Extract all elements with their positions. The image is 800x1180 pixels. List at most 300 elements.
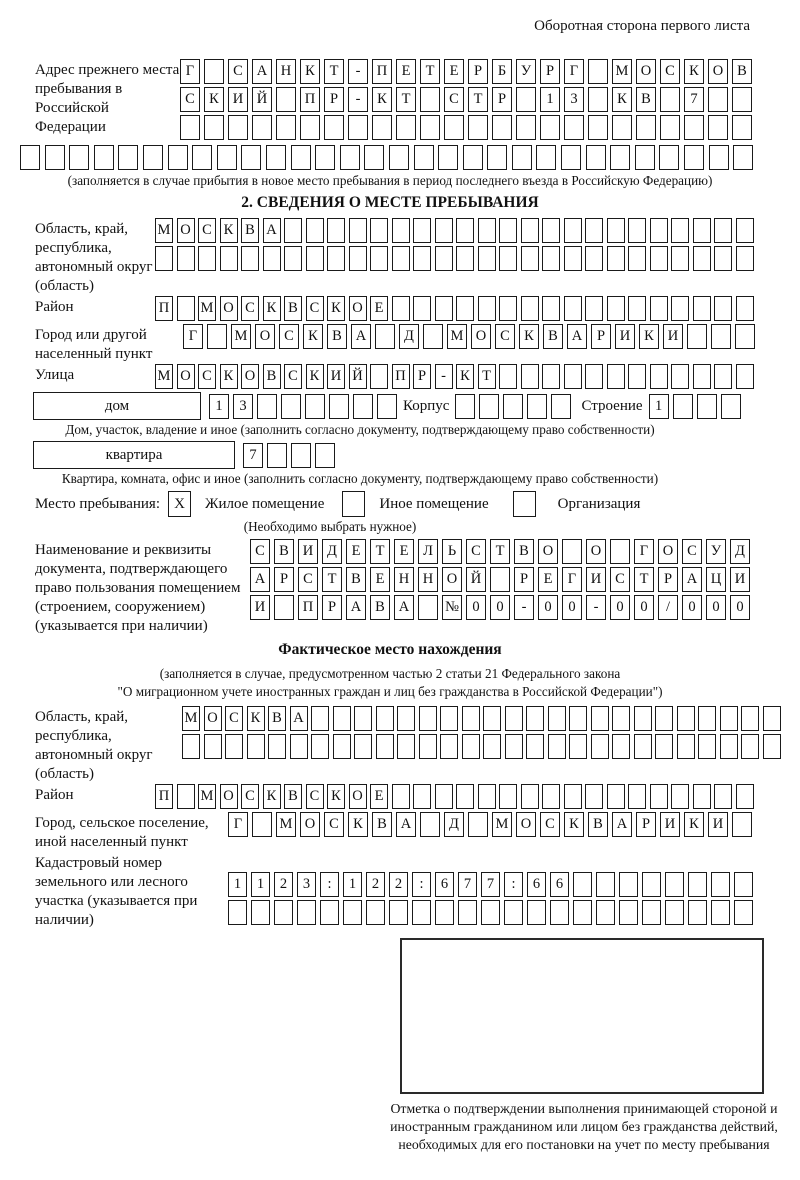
char-cell[interactable]: [585, 246, 603, 271]
char-cell[interactable]: С: [198, 364, 216, 389]
char-cell[interactable]: [610, 539, 630, 564]
char-cell[interactable]: [714, 246, 732, 271]
char-cell[interactable]: Е: [538, 567, 558, 592]
char-cell[interactable]: Е: [370, 784, 388, 809]
char-cell[interactable]: [688, 900, 707, 925]
char-cell[interactable]: Н: [276, 59, 296, 84]
char-cell[interactable]: В: [268, 706, 286, 731]
char-cell[interactable]: [267, 443, 287, 468]
char-cell[interactable]: [612, 115, 632, 140]
char-cell[interactable]: Р: [413, 364, 431, 389]
char-cell[interactable]: [677, 734, 695, 759]
char-cell[interactable]: В: [346, 567, 366, 592]
char-cell[interactable]: [763, 734, 781, 759]
char-cell[interactable]: В: [732, 59, 752, 84]
char-cell[interactable]: [693, 364, 711, 389]
char-cell[interactable]: [521, 296, 539, 321]
char-cell[interactable]: [516, 115, 536, 140]
char-cell[interactable]: [440, 734, 458, 759]
char-cell[interactable]: [413, 296, 431, 321]
char-cell[interactable]: С: [324, 812, 344, 837]
char-cell[interactable]: [353, 394, 373, 419]
char-cell[interactable]: [456, 218, 474, 243]
char-cell[interactable]: [290, 734, 308, 759]
char-cell[interactable]: В: [588, 812, 608, 837]
char-cell[interactable]: [420, 115, 440, 140]
char-cell[interactable]: [551, 394, 571, 419]
char-cell[interactable]: [155, 246, 173, 271]
char-cell[interactable]: С: [298, 567, 318, 592]
char-cell[interactable]: С: [660, 59, 680, 84]
char-cell[interactable]: [418, 595, 438, 620]
char-cell[interactable]: [677, 706, 695, 731]
char-cell[interactable]: [673, 394, 693, 419]
char-cell[interactable]: [435, 296, 453, 321]
char-cell[interactable]: [462, 706, 480, 731]
char-cell[interactable]: [333, 734, 351, 759]
char-cell[interactable]: В: [327, 324, 347, 349]
char-cell[interactable]: [732, 812, 752, 837]
char-cell[interactable]: [478, 784, 496, 809]
char-cell[interactable]: [542, 364, 560, 389]
char-cell[interactable]: [397, 706, 415, 731]
char-cell[interactable]: [499, 246, 517, 271]
char-cell[interactable]: [392, 246, 410, 271]
char-cell[interactable]: О: [349, 784, 367, 809]
char-cell[interactable]: [94, 145, 114, 170]
char-cell[interactable]: 0: [706, 595, 726, 620]
char-cell[interactable]: [389, 145, 409, 170]
char-cell[interactable]: О: [471, 324, 491, 349]
char-cell[interactable]: Е: [346, 539, 366, 564]
char-cell[interactable]: -: [348, 59, 368, 84]
char-cell[interactable]: [198, 246, 216, 271]
char-cell[interactable]: [540, 115, 560, 140]
char-cell[interactable]: [333, 706, 351, 731]
char-cell[interactable]: [420, 812, 440, 837]
char-cell[interactable]: [650, 218, 668, 243]
char-cell[interactable]: [228, 900, 247, 925]
char-cell[interactable]: [263, 246, 281, 271]
char-cell[interactable]: [550, 900, 569, 925]
char-cell[interactable]: -: [514, 595, 534, 620]
char-cell[interactable]: Г: [564, 59, 584, 84]
char-cell[interactable]: [741, 734, 759, 759]
char-cell[interactable]: [281, 394, 301, 419]
char-cell[interactable]: [521, 364, 539, 389]
char-cell[interactable]: К: [612, 87, 632, 112]
char-cell[interactable]: Р: [324, 87, 344, 112]
char-cell[interactable]: [684, 115, 704, 140]
char-cell[interactable]: [741, 706, 759, 731]
char-cell[interactable]: С: [306, 784, 324, 809]
char-cell[interactable]: [619, 872, 638, 897]
char-cell[interactable]: [315, 145, 335, 170]
char-cell[interactable]: [118, 145, 138, 170]
char-cell[interactable]: [274, 900, 293, 925]
char-cell[interactable]: М: [198, 784, 216, 809]
char-cell[interactable]: Т: [478, 364, 496, 389]
char-cell[interactable]: С: [540, 812, 560, 837]
char-cell[interactable]: М: [198, 296, 216, 321]
char-cell[interactable]: Г: [634, 539, 654, 564]
char-cell[interactable]: А: [394, 595, 414, 620]
char-cell[interactable]: [564, 364, 582, 389]
char-cell[interactable]: [736, 218, 754, 243]
char-cell[interactable]: [516, 87, 536, 112]
char-cell[interactable]: [228, 115, 248, 140]
char-cell[interactable]: [503, 394, 523, 419]
char-cell[interactable]: Р: [322, 595, 342, 620]
char-cell[interactable]: [714, 296, 732, 321]
char-cell[interactable]: 1: [228, 872, 247, 897]
char-cell[interactable]: М: [447, 324, 467, 349]
char-cell[interactable]: [276, 87, 296, 112]
char-cell[interactable]: [492, 115, 512, 140]
char-cell[interactable]: [69, 145, 89, 170]
char-cell[interactable]: [354, 706, 372, 731]
char-cell[interactable]: [349, 246, 367, 271]
char-cell[interactable]: -: [435, 364, 453, 389]
char-cell[interactable]: 3: [233, 394, 253, 419]
char-cell[interactable]: [306, 218, 324, 243]
char-cell[interactable]: [291, 443, 311, 468]
char-cell[interactable]: С: [180, 87, 200, 112]
char-cell[interactable]: Й: [252, 87, 272, 112]
char-cell[interactable]: [542, 784, 560, 809]
char-cell[interactable]: [478, 246, 496, 271]
char-cell[interactable]: [607, 246, 625, 271]
char-cell[interactable]: [389, 900, 408, 925]
char-cell[interactable]: [483, 734, 501, 759]
char-cell[interactable]: [564, 218, 582, 243]
char-cell[interactable]: И: [708, 812, 728, 837]
char-cell[interactable]: [499, 364, 517, 389]
char-cell[interactable]: [456, 296, 474, 321]
char-cell[interactable]: [490, 567, 510, 592]
char-cell[interactable]: К: [303, 324, 323, 349]
char-cell[interactable]: [207, 324, 227, 349]
char-cell[interactable]: [526, 706, 544, 731]
char-cell[interactable]: [564, 246, 582, 271]
char-cell[interactable]: [478, 296, 496, 321]
checkbox-organization[interactable]: [513, 491, 536, 517]
char-cell[interactable]: Т: [468, 87, 488, 112]
char-cell[interactable]: [714, 364, 732, 389]
char-cell[interactable]: [483, 706, 501, 731]
char-cell[interactable]: К: [348, 812, 368, 837]
char-cell[interactable]: [527, 394, 547, 419]
char-cell[interactable]: К: [564, 812, 584, 837]
char-cell[interactable]: О: [658, 539, 678, 564]
char-cell[interactable]: [444, 115, 464, 140]
char-cell[interactable]: [642, 872, 661, 897]
char-cell[interactable]: [708, 115, 728, 140]
char-cell[interactable]: [392, 218, 410, 243]
char-cell[interactable]: [650, 364, 668, 389]
char-cell[interactable]: [688, 872, 707, 897]
char-cell[interactable]: В: [263, 364, 281, 389]
char-cell[interactable]: [542, 296, 560, 321]
char-cell[interactable]: [354, 734, 372, 759]
char-cell[interactable]: [671, 246, 689, 271]
char-cell[interactable]: [420, 87, 440, 112]
char-cell[interactable]: [736, 296, 754, 321]
char-cell[interactable]: [241, 246, 259, 271]
char-cell[interactable]: С: [198, 218, 216, 243]
char-cell[interactable]: Г: [562, 567, 582, 592]
char-cell[interactable]: М: [492, 812, 512, 837]
char-cell[interactable]: А: [346, 595, 366, 620]
char-cell[interactable]: [660, 87, 680, 112]
char-cell[interactable]: [573, 872, 592, 897]
char-cell[interactable]: [220, 246, 238, 271]
char-cell[interactable]: [377, 394, 397, 419]
char-cell[interactable]: [372, 115, 392, 140]
char-cell[interactable]: [628, 364, 646, 389]
char-cell[interactable]: [561, 145, 581, 170]
char-cell[interactable]: [505, 734, 523, 759]
char-cell[interactable]: Т: [370, 539, 390, 564]
char-cell[interactable]: 0: [490, 595, 510, 620]
char-cell[interactable]: К: [306, 364, 324, 389]
char-cell[interactable]: И: [586, 567, 606, 592]
char-cell[interactable]: [635, 145, 655, 170]
char-cell[interactable]: К: [220, 218, 238, 243]
char-cell[interactable]: [526, 734, 544, 759]
char-cell[interactable]: 0: [634, 595, 654, 620]
char-cell[interactable]: 2: [389, 872, 408, 897]
char-cell[interactable]: М: [231, 324, 251, 349]
char-cell[interactable]: 2: [274, 872, 293, 897]
char-cell[interactable]: [456, 246, 474, 271]
char-cell[interactable]: [45, 145, 65, 170]
char-cell[interactable]: В: [370, 595, 390, 620]
char-cell[interactable]: Н: [394, 567, 414, 592]
house-type-box[interactable]: дом: [33, 392, 201, 420]
char-cell[interactable]: [276, 115, 296, 140]
char-cell[interactable]: О: [636, 59, 656, 84]
char-cell[interactable]: Е: [396, 59, 416, 84]
char-cell[interactable]: [634, 706, 652, 731]
char-cell[interactable]: №: [442, 595, 462, 620]
char-cell[interactable]: [612, 734, 630, 759]
char-cell[interactable]: [642, 900, 661, 925]
char-cell[interactable]: [392, 784, 410, 809]
char-cell[interactable]: В: [514, 539, 534, 564]
char-cell[interactable]: [266, 145, 286, 170]
char-cell[interactable]: [396, 115, 416, 140]
char-cell[interactable]: 6: [550, 872, 569, 897]
char-cell[interactable]: И: [663, 324, 683, 349]
char-cell[interactable]: [736, 784, 754, 809]
char-cell[interactable]: [512, 145, 532, 170]
char-cell[interactable]: [487, 145, 507, 170]
char-cell[interactable]: И: [228, 87, 248, 112]
char-cell[interactable]: [569, 734, 587, 759]
char-cell[interactable]: Й: [466, 567, 486, 592]
char-cell[interactable]: [588, 87, 608, 112]
char-cell[interactable]: [521, 784, 539, 809]
char-cell[interactable]: К: [300, 59, 320, 84]
apartment-type-box[interactable]: квартира: [33, 441, 235, 469]
char-cell[interactable]: [291, 145, 311, 170]
char-cell[interactable]: [468, 115, 488, 140]
char-cell[interactable]: А: [396, 812, 416, 837]
char-cell[interactable]: [734, 872, 753, 897]
char-cell[interactable]: И: [250, 595, 270, 620]
char-cell[interactable]: К: [263, 296, 281, 321]
char-cell[interactable]: 1: [649, 394, 669, 419]
char-cell[interactable]: 7: [684, 87, 704, 112]
char-cell[interactable]: С: [466, 539, 486, 564]
char-cell[interactable]: [733, 145, 753, 170]
char-cell[interactable]: 6: [527, 872, 546, 897]
char-cell[interactable]: [548, 706, 566, 731]
char-cell[interactable]: [735, 324, 755, 349]
char-cell[interactable]: [588, 115, 608, 140]
char-cell[interactable]: Е: [394, 539, 414, 564]
char-cell[interactable]: [479, 394, 499, 419]
char-cell[interactable]: [324, 115, 344, 140]
char-cell[interactable]: Р: [591, 324, 611, 349]
char-cell[interactable]: [414, 145, 434, 170]
char-cell[interactable]: 1: [343, 872, 362, 897]
char-cell[interactable]: П: [155, 784, 173, 809]
char-cell[interactable]: [586, 145, 606, 170]
checkbox-other-premises[interactable]: [342, 491, 365, 517]
char-cell[interactable]: [413, 784, 431, 809]
char-cell[interactable]: [438, 145, 458, 170]
char-cell[interactable]: С: [682, 539, 702, 564]
char-cell[interactable]: В: [284, 784, 302, 809]
char-cell[interactable]: [693, 218, 711, 243]
char-cell[interactable]: [671, 218, 689, 243]
char-cell[interactable]: [612, 706, 630, 731]
char-cell[interactable]: [636, 115, 656, 140]
char-cell[interactable]: М: [276, 812, 296, 837]
char-cell[interactable]: 0: [682, 595, 702, 620]
char-cell[interactable]: [413, 246, 431, 271]
char-cell[interactable]: Р: [274, 567, 294, 592]
char-cell[interactable]: [596, 872, 615, 897]
char-cell[interactable]: [268, 734, 286, 759]
char-cell[interactable]: К: [639, 324, 659, 349]
char-cell[interactable]: О: [177, 364, 195, 389]
char-cell[interactable]: [499, 784, 517, 809]
char-cell[interactable]: О: [255, 324, 275, 349]
char-cell[interactable]: [370, 218, 388, 243]
char-cell[interactable]: П: [155, 296, 173, 321]
char-cell[interactable]: [607, 364, 625, 389]
char-cell[interactable]: К: [204, 87, 224, 112]
char-cell[interactable]: А: [290, 706, 308, 731]
char-cell[interactable]: И: [615, 324, 635, 349]
char-cell[interactable]: [665, 872, 684, 897]
char-cell[interactable]: [628, 218, 646, 243]
char-cell[interactable]: [628, 246, 646, 271]
char-cell[interactable]: О: [538, 539, 558, 564]
char-cell[interactable]: 1: [251, 872, 270, 897]
char-cell[interactable]: Ц: [706, 567, 726, 592]
char-cell[interactable]: [499, 218, 517, 243]
char-cell[interactable]: Р: [658, 567, 678, 592]
char-cell[interactable]: [585, 296, 603, 321]
char-cell[interactable]: Р: [492, 87, 512, 112]
char-cell[interactable]: [665, 900, 684, 925]
char-cell[interactable]: [435, 784, 453, 809]
char-cell[interactable]: О: [516, 812, 536, 837]
char-cell[interactable]: [329, 394, 349, 419]
char-cell[interactable]: [660, 115, 680, 140]
char-cell[interactable]: [650, 784, 668, 809]
char-cell[interactable]: О: [241, 364, 259, 389]
char-cell[interactable]: [366, 900, 385, 925]
char-cell[interactable]: [177, 246, 195, 271]
char-cell[interactable]: О: [349, 296, 367, 321]
char-cell[interactable]: [311, 734, 329, 759]
char-cell[interactable]: Д: [399, 324, 419, 349]
char-cell[interactable]: Г: [180, 59, 200, 84]
char-cell[interactable]: [419, 706, 437, 731]
char-cell[interactable]: [684, 145, 704, 170]
char-cell[interactable]: [521, 218, 539, 243]
char-cell[interactable]: [720, 706, 738, 731]
char-cell[interactable]: М: [182, 706, 200, 731]
char-cell[interactable]: Т: [322, 567, 342, 592]
char-cell[interactable]: [217, 145, 237, 170]
char-cell[interactable]: С: [225, 706, 243, 731]
char-cell[interactable]: [542, 218, 560, 243]
char-cell[interactable]: [709, 145, 729, 170]
char-cell[interactable]: [340, 145, 360, 170]
char-cell[interactable]: [607, 218, 625, 243]
char-cell[interactable]: [711, 872, 730, 897]
char-cell[interactable]: [20, 145, 40, 170]
char-cell[interactable]: К: [372, 87, 392, 112]
char-cell[interactable]: [711, 900, 730, 925]
char-cell[interactable]: [247, 734, 265, 759]
char-cell[interactable]: У: [516, 59, 536, 84]
char-cell[interactable]: Т: [324, 59, 344, 84]
char-cell[interactable]: 1: [540, 87, 560, 112]
char-cell[interactable]: [697, 394, 717, 419]
char-cell[interactable]: [343, 900, 362, 925]
char-cell[interactable]: [634, 734, 652, 759]
char-cell[interactable]: [392, 296, 410, 321]
char-cell[interactable]: :: [412, 872, 431, 897]
char-cell[interactable]: 0: [466, 595, 486, 620]
char-cell[interactable]: [650, 296, 668, 321]
char-cell[interactable]: :: [504, 872, 523, 897]
char-cell[interactable]: [720, 734, 738, 759]
char-cell[interactable]: И: [327, 364, 345, 389]
char-cell[interactable]: 7: [243, 443, 263, 468]
char-cell[interactable]: [348, 115, 368, 140]
char-cell[interactable]: /: [658, 595, 678, 620]
checkbox-residential[interactable]: X: [168, 491, 191, 517]
char-cell[interactable]: [274, 595, 294, 620]
char-cell[interactable]: [182, 734, 200, 759]
char-cell[interactable]: [564, 784, 582, 809]
char-cell[interactable]: [143, 145, 163, 170]
char-cell[interactable]: [763, 706, 781, 731]
char-cell[interactable]: [423, 324, 443, 349]
char-cell[interactable]: А: [682, 567, 702, 592]
char-cell[interactable]: С: [495, 324, 515, 349]
char-cell[interactable]: В: [274, 539, 294, 564]
char-cell[interactable]: [397, 734, 415, 759]
